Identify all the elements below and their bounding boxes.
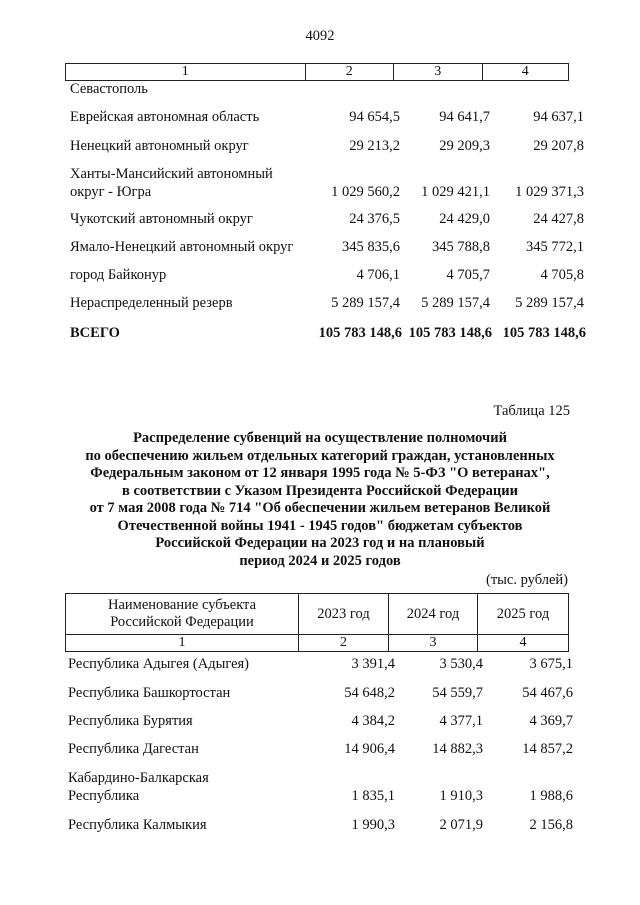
row-name: Кабардино-Балкарская	[68, 770, 209, 786]
table1-index-cell: 2	[306, 64, 394, 80]
row-value: 24 429,0	[439, 211, 490, 227]
table2-index-row	[65, 634, 569, 652]
title-line: в соответствии с Указом Президента Российской Федерации	[122, 482, 518, 499]
table2-index-cell: 2	[299, 635, 389, 651]
row-value: 29 213,2	[349, 138, 400, 154]
row-value: 4 369,7	[529, 713, 573, 729]
row-value: 29 207,8	[533, 138, 584, 154]
header-name-line2: Российской Федерации	[110, 614, 254, 630]
row-name: Севастополь	[70, 81, 148, 97]
title-line: Российской Федерации на 2023 год и на плановый	[155, 535, 485, 551]
row-value: 54 648,2	[344, 685, 395, 701]
row-value: 345 788,8	[432, 239, 490, 255]
title-line: Отечественной войны 1941 - 1945 годов" бюджетам субъектов	[117, 517, 523, 534]
table1-index-row	[65, 63, 569, 81]
header-2025: 2025 год	[496, 605, 550, 622]
header-name-line1: Наименование субъекта	[107, 597, 257, 613]
row-name: Еврейская автономная область	[70, 109, 260, 125]
row-value: 1 835,1	[351, 788, 395, 804]
row-value: 24 376,5	[349, 211, 400, 227]
row-value: 94 654,5	[349, 109, 400, 125]
title-line: по обеспечению жильем отдельных категорий граждан, установленных	[85, 447, 555, 464]
row-value: 5 289 157,4	[331, 295, 400, 311]
total-label: ВСЕГО	[70, 325, 120, 341]
row-name: округ - Югра	[70, 184, 152, 200]
table1-index-cell: 4	[521, 64, 529, 79]
row-value: 5 289 157,4	[515, 295, 584, 311]
total-value: 105 783 148,6	[502, 325, 586, 341]
table2-index-cell: 4	[519, 635, 527, 650]
row-name: Республика Башкортостан	[68, 685, 231, 701]
row-name: Ханты-Мансийский автономный	[70, 166, 273, 182]
table2-index-cell: 1	[66, 635, 299, 651]
row-name: Ненецкий автономный округ	[70, 138, 249, 154]
row-value: 29 209,3	[439, 138, 490, 154]
row-value: 2 156,8	[529, 817, 573, 833]
table-title	[40, 430, 600, 570]
row-value: 14 857,2	[522, 741, 573, 757]
title-line: от 7 мая 2008 года № 714 "Об обеспечении жильем ветеранов Великой	[89, 500, 551, 516]
row-value: 4 705,8	[540, 267, 584, 283]
row-value: 14 906,4	[344, 741, 395, 757]
header-2023: 2023 год	[299, 594, 389, 634]
row-name: Республика Калмыкия	[68, 817, 207, 833]
row-value: 4 384,2	[351, 713, 395, 729]
row-value: 2 071,9	[439, 817, 483, 833]
row-value: 54 559,7	[432, 685, 483, 701]
title-line: Федеральным законом от 12 января 1995 года № 5-ФЗ "О ветеранах",	[90, 465, 550, 481]
row-value: 3 391,4	[351, 656, 395, 672]
row-name: Республика Бурятия	[68, 713, 193, 729]
page-number: 4092	[305, 28, 335, 44]
title-line: период 2024 и 2025 годов	[239, 552, 401, 569]
row-value: 4 705,7	[446, 267, 490, 283]
row-value: 345 772,1	[526, 239, 584, 255]
table-label: Таблица 125	[493, 403, 570, 419]
table2-header	[65, 593, 569, 634]
row-value: 1 029 421,1	[421, 184, 490, 200]
row-name: Чукотский автономный округ	[70, 211, 253, 227]
row-value: 5 289 157,4	[421, 295, 490, 311]
title-line: Распределение субвенций на осуществление полномочий	[133, 430, 507, 446]
row-value: 3 675,1	[529, 656, 573, 672]
row-value: 1 910,3	[439, 788, 483, 804]
row-value: 4 377,1	[439, 713, 483, 729]
row-value: 1 029 560,2	[331, 184, 400, 200]
row-value: 345 835,6	[342, 239, 400, 255]
row-name: Нераспределенный резерв	[70, 295, 233, 311]
row-value: 4 706,1	[356, 267, 400, 283]
row-value: 3 530,4	[439, 656, 483, 672]
row-value: 24 427,8	[533, 211, 584, 227]
row-name: Республика	[68, 788, 140, 804]
row-value: 1 029 371,3	[515, 184, 584, 200]
total-value: 105 783 148,6	[318, 325, 402, 341]
header-2024: 2024 год	[389, 594, 478, 634]
table1-index-cell: 1	[66, 64, 306, 80]
row-value: 54 467,6	[522, 685, 573, 701]
row-name: Республика Дагестан	[68, 741, 199, 757]
row-value: 1 988,6	[529, 788, 573, 804]
units-label: (тыс. рублей)	[486, 572, 568, 588]
row-value: 94 637,1	[533, 109, 584, 125]
table1-index-cell: 3	[394, 64, 482, 80]
total-value: 105 783 148,6	[408, 325, 492, 341]
row-name: город Байконур	[70, 267, 167, 283]
row-value: 1 990,3	[351, 817, 395, 833]
header-name	[66, 594, 299, 634]
row-value: 94 641,7	[439, 109, 490, 125]
table2-index-cell: 3	[389, 635, 478, 651]
row-name: Республика Адыгея (Адыгея)	[68, 656, 250, 672]
row-value: 14 882,3	[432, 741, 483, 757]
row-name: Ямало-Ненецкий автономный округ	[70, 239, 294, 255]
